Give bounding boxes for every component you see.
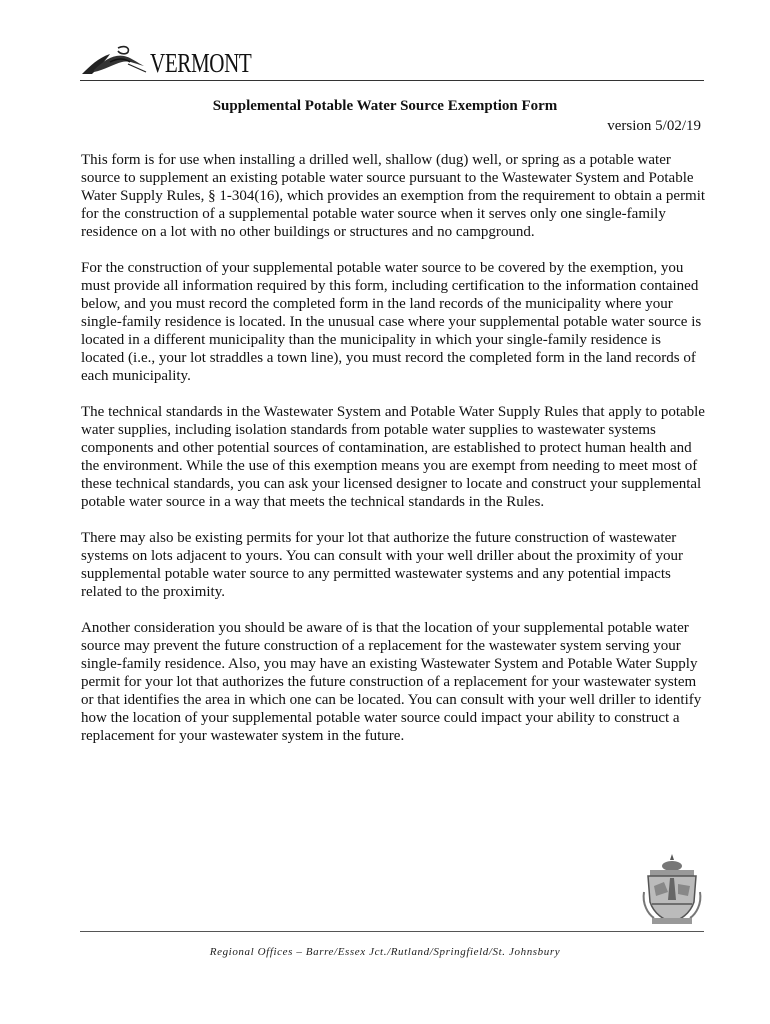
footer-divider (80, 931, 704, 932)
logo-wordmark: VERMONT (150, 48, 252, 78)
form-title: Supplemental Potable Water Source Exemption Form (212, 98, 558, 114)
vermont-logo (80, 42, 280, 78)
header-divider (80, 80, 704, 81)
paragraph-technical-standards: The technical standards in the Wastewater System and Potable Water Supply Rules that apply to potable water supplies, including isolation standards from potable water supplies to wastewater systems components and other potential sources of contamination, are established to protect human health and the environment. While the use of this exemption means you are exempt from needing to meet most of these technical standards, you can ask your licensed designer to locate and construct your supplemental potable water source in a way that meets the technical standards in the Rules. (81, 404, 705, 510)
paragraph-existing-permits: There may also be existing permits for your lot that authorize the future construction of wastewater systems on lots adjacent to yours. You can consult with your well driller about the proximity of your supplemental potable water source to any permitted wastewater systems and any potential impacts related to the proximity. (81, 530, 684, 600)
footer-regional-offices: Regional Offices – Barre/Essex Jct./Rutland/Springfield/St. Johnsbury (209, 946, 561, 958)
paragraph-requirements: For the construction of your supplemental potable water source to be covered by the exemption, you must provide all information required by this form, including certification to the information contained below, and you must record the completed form in the land records of the municipality where your single-family residence is located. In the unusual case where your supplemental potable water source is located in a different municipality than the municipality in which your single-family residence is located (i.e., your lot straddles a town line), you must record the completed form in the land records of each municipality. (81, 260, 702, 384)
form-body (81, 151, 707, 763)
paragraph-replacement-system: Another consideration you should be aware of is that the location of your supplemental potable water source may prevent the future construction of a replacement for the wastewater system serving your single-family residence. Also, you may have an existing Wastewater System and Potable Water Supply permit for your lot that authorizes the future construction of a replacement for your wastewater system or that identifies the area in which one can be located. You can consult with your well driller to identify how the location of your supplemental potable water source could impact your ability to construct a replacement for your wastewater system in the future. (81, 620, 702, 744)
vermont-logo-icon (80, 44, 160, 78)
vermont-state-seal-icon (640, 852, 704, 928)
paragraph-purpose: This form is for use when installing a drilled well, shallow (dug) well, or spring as a potable water source to supplement an existing potable water source pursuant to the Wastewater System and Potable Water Supply Rules, § 1-304(16), which provides an exemption from the requirement to obtain a permit for the construction of a supplemental potable water source when it serves only one single-family residence on a lot with no other buildings or structures and no campground. (81, 152, 706, 240)
form-version: version 5/02/19 (607, 118, 701, 134)
